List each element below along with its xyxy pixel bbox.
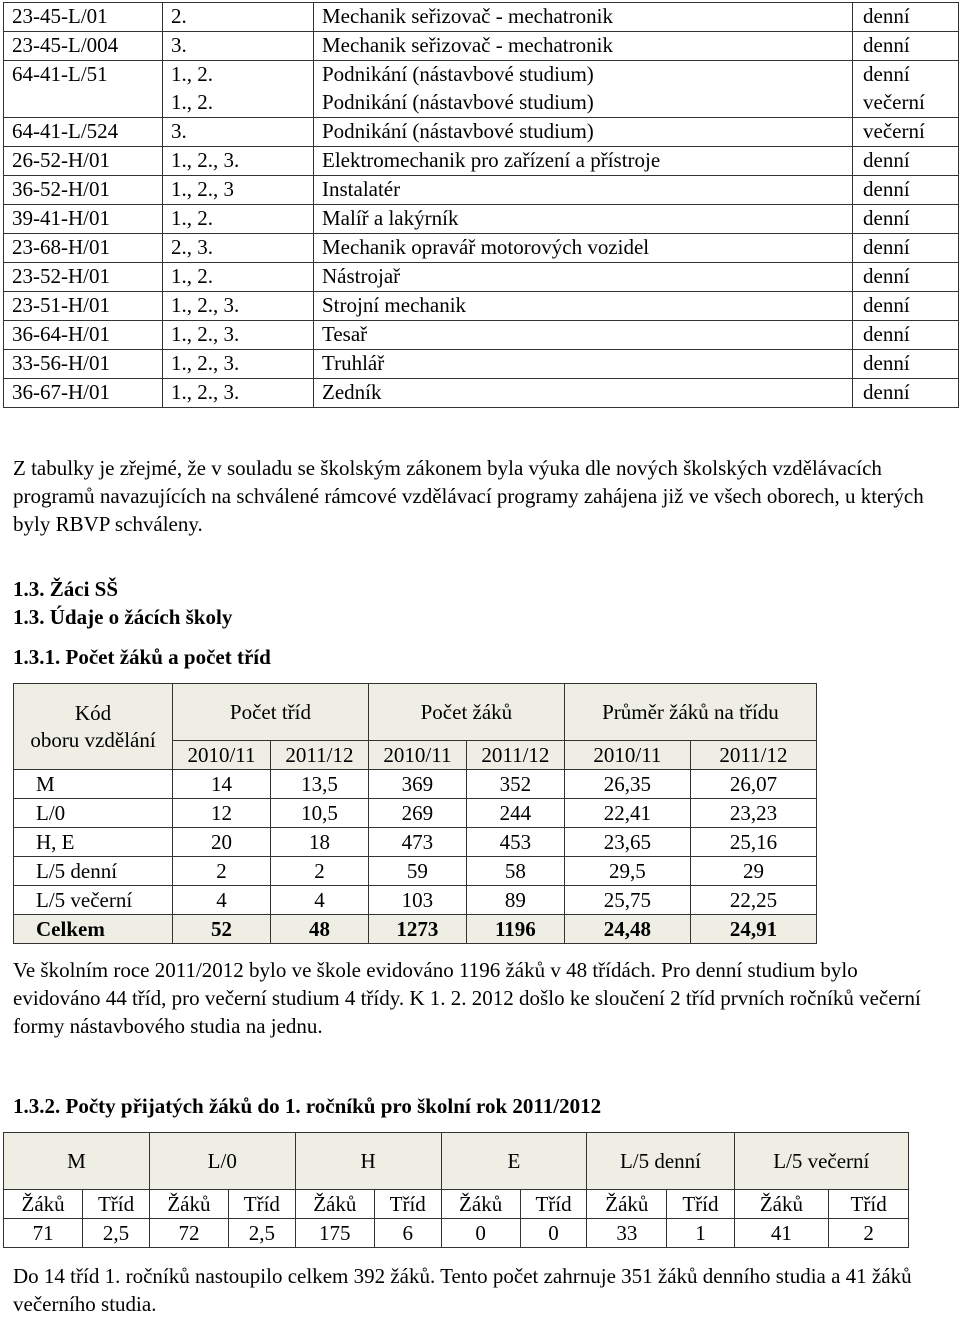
admitted-table-body: [4, 1133, 909, 1248]
year-cell: 2011/12: [690, 741, 816, 770]
field-form-line: denní: [863, 293, 910, 317]
field-code: 23-45-L/01: [4, 3, 163, 32]
field-row: [4, 3, 959, 32]
field-years: [163, 147, 314, 176]
fields-table: [3, 2, 959, 408]
subheader-cell: Tříd: [229, 1190, 296, 1219]
code-header-line2: oboru vzdělání: [30, 727, 156, 752]
row-label: L/5 denní: [14, 857, 173, 886]
subheader-cell: Žáků: [734, 1190, 829, 1219]
field-years: [163, 263, 314, 292]
field-form-line: denní: [863, 4, 910, 28]
field-years: [163, 292, 314, 321]
field-code: 64-41-L/51: [4, 61, 163, 118]
field-name: [314, 118, 853, 147]
field-row: [4, 234, 959, 263]
value-cell: 18: [270, 828, 368, 857]
class-count-table: [13, 683, 817, 944]
field-years-line: 3.: [171, 33, 187, 57]
admitted-table: [3, 1132, 909, 1248]
field-row: [4, 350, 959, 379]
field-form-line: večerní: [863, 119, 925, 143]
year-cell: 2010/11: [368, 741, 466, 770]
value-cell: 13,5: [270, 770, 368, 799]
value-cell: 25,75: [564, 886, 690, 915]
value-cell: 24,48: [564, 915, 690, 944]
field-years-line: 1., 2., 3.: [171, 293, 240, 317]
code-header-line1: Kód: [74, 700, 112, 725]
field-row: [4, 32, 959, 61]
heading-students: 1.3. Žáci SŠ: [13, 577, 119, 601]
field-form-line: večerní: [863, 90, 925, 114]
field-form: [853, 61, 959, 118]
value-cell: 20: [173, 828, 271, 857]
field-form-line: denní: [863, 351, 910, 375]
value-cell: 1196: [466, 915, 564, 944]
field-years-line: 1., 2.: [171, 264, 213, 288]
field-row: [4, 61, 959, 118]
subheader-cell: Žáků: [295, 1190, 374, 1219]
field-code: 39-41-H/01: [4, 205, 163, 234]
field-form-line: denní: [863, 33, 910, 57]
value-cell: 23,23: [690, 799, 816, 828]
value-cell: 71: [4, 1219, 83, 1248]
value-cell: 2,5: [83, 1219, 150, 1248]
field-code: 64-41-L/524: [4, 118, 163, 147]
values-row: [4, 1219, 909, 1248]
field-row: [4, 176, 959, 205]
value-cell: 103: [368, 886, 466, 915]
field-name-line: Strojní mechanik: [322, 293, 467, 317]
value-cell: 2: [270, 857, 368, 886]
subheader-cell: Tříd: [520, 1190, 587, 1219]
value-cell: 25,16: [690, 828, 816, 857]
value-cell: 89: [466, 886, 564, 915]
year-cell: 2011/12: [466, 741, 564, 770]
value-cell: 0: [441, 1219, 520, 1248]
value-cell: 2: [829, 1219, 909, 1248]
row-label: L/0: [14, 799, 173, 828]
field-years: [163, 176, 314, 205]
field-form: [853, 263, 959, 292]
category-header: L/0: [149, 1133, 295, 1190]
subheader-cell: Žáků: [587, 1190, 667, 1219]
field-form: [853, 118, 959, 147]
field-form-line: denní: [863, 62, 910, 86]
category-header: H: [295, 1133, 441, 1190]
field-form-line: denní: [863, 380, 910, 404]
field-name: [314, 350, 853, 379]
field-form-line: denní: [863, 235, 910, 259]
field-name: [314, 32, 853, 61]
field-row: [4, 263, 959, 292]
field-name: [314, 61, 853, 118]
category-header: M: [4, 1133, 150, 1190]
field-name-line: Malíř a lakýrník: [322, 206, 459, 230]
field-name-line: Mechanik opravář motorových vozidel: [322, 235, 650, 259]
field-years: [163, 61, 314, 118]
value-cell: 23,65: [564, 828, 690, 857]
field-name-line: Mechanik seřizovač - mechatronik: [322, 33, 613, 57]
value-cell: 175: [295, 1219, 374, 1248]
total-row: [14, 915, 817, 944]
value-cell: 269: [368, 799, 466, 828]
field-form-line: denní: [863, 206, 910, 230]
value-cell: 2,5: [229, 1219, 296, 1248]
value-cell: 10,5: [270, 799, 368, 828]
value-cell: 22,41: [564, 799, 690, 828]
field-name-line: Truhlář: [322, 351, 385, 375]
field-name: [314, 263, 853, 292]
field-form: [853, 147, 959, 176]
field-years-line: 1., 2., 3.: [171, 322, 240, 346]
heading-admitted: 1.3.2. Počty přijatých žáků do 1. ročníků pro školní rok 2011/2012: [13, 1094, 602, 1118]
field-code: 36-64-H/01: [4, 321, 163, 350]
field-years: [163, 321, 314, 350]
field-form: [853, 3, 959, 32]
field-name: [314, 176, 853, 205]
column-header-students: Počet žáků: [368, 684, 564, 741]
field-years-line: 1., 2.: [171, 62, 213, 86]
value-cell: 48: [270, 915, 368, 944]
value-cell: 26,35: [564, 770, 690, 799]
field-years: [163, 32, 314, 61]
row-label: Celkem: [14, 915, 173, 944]
year-cell: 2010/11: [173, 741, 271, 770]
subheader-cell: Žáků: [4, 1190, 83, 1219]
field-form: [853, 350, 959, 379]
field-name-line: Instalatér: [322, 177, 401, 201]
field-row: [4, 379, 959, 408]
field-years-line: 1., 2.: [171, 206, 213, 230]
subheader-cell: Tříd: [667, 1190, 734, 1219]
table-row: [14, 828, 817, 857]
field-name-line: Zedník: [322, 380, 382, 404]
field-years: [163, 234, 314, 263]
value-cell: 4: [270, 886, 368, 915]
value-cell: 6: [374, 1219, 441, 1248]
heading-class-counts: 1.3.1. Počet žáků a počet tříd: [13, 645, 271, 669]
field-years-line: 1., 2., 3.: [171, 351, 240, 375]
field-name: [314, 292, 853, 321]
field-form: [853, 292, 959, 321]
value-cell: 41: [734, 1219, 829, 1248]
value-cell: 72: [149, 1219, 228, 1248]
table-header-row: [14, 684, 817, 741]
value-cell: 1: [667, 1219, 734, 1248]
value-cell: 58: [466, 857, 564, 886]
field-code: 23-68-H/01: [4, 234, 163, 263]
value-cell: 29: [690, 857, 816, 886]
field-code: 23-52-H/01: [4, 263, 163, 292]
column-header-code: [14, 684, 173, 770]
column-header-average: Průměr žáků na třídu: [564, 684, 816, 741]
field-name: [314, 205, 853, 234]
field-code: 23-45-L/004: [4, 32, 163, 61]
row-label: H, E: [14, 828, 173, 857]
field-name-line: Nástrojař: [322, 264, 401, 288]
field-form: [853, 379, 959, 408]
table-row: [14, 886, 817, 915]
value-cell: 1273: [368, 915, 466, 944]
value-cell: 12: [173, 799, 271, 828]
value-cell: 0: [520, 1219, 587, 1248]
value-cell: 352: [466, 770, 564, 799]
field-years-line: 1., 2., 3.: [171, 148, 240, 172]
value-cell: 24,91: [690, 915, 816, 944]
field-name: [314, 379, 853, 408]
field-years: [163, 118, 314, 147]
value-cell: 59: [368, 857, 466, 886]
value-cell: 2: [173, 857, 271, 886]
year-cell: 2010/11: [564, 741, 690, 770]
field-name: [314, 3, 853, 32]
field-form-line: denní: [863, 264, 910, 288]
field-row: [4, 321, 959, 350]
field-name: [314, 147, 853, 176]
field-row: [4, 147, 959, 176]
field-form-line: denní: [863, 177, 910, 201]
field-form: [853, 176, 959, 205]
field-code: 36-67-H/01: [4, 379, 163, 408]
table-row: [14, 799, 817, 828]
field-code: 26-52-H/01: [4, 147, 163, 176]
field-form: [853, 234, 959, 263]
category-header: E: [441, 1133, 587, 1190]
subheader-cell: Tříd: [829, 1190, 909, 1219]
field-name-line: Mechanik seřizovač - mechatronik: [322, 4, 613, 28]
field-row: [4, 292, 959, 321]
field-form-line: denní: [863, 322, 910, 346]
value-cell: 26,07: [690, 770, 816, 799]
field-years: [163, 379, 314, 408]
field-row: [4, 118, 959, 147]
field-form: [853, 32, 959, 61]
field-name-line: Podnikání (nástavbové studium): [322, 62, 594, 86]
field-form: [853, 205, 959, 234]
value-cell: 52: [173, 915, 271, 944]
field-form: [853, 321, 959, 350]
year-cell: 2011/12: [270, 741, 368, 770]
paragraph-rvp-note: Z tabulky je zřejmé, že v souladu se školským zákonem byla výuka dle nových školských vzdělávacích programů navazujících na schválené rámcové vzdělávací programy zahájena již ve všech oborech, u kterých byly RBVP schváleny.: [13, 456, 924, 536]
field-name-line: Tesař: [322, 322, 368, 346]
subheader-cell: Tříd: [83, 1190, 150, 1219]
column-header-classes: Počet tříd: [173, 684, 369, 741]
value-cell: 244: [466, 799, 564, 828]
row-label: M: [14, 770, 173, 799]
value-cell: 22,25: [690, 886, 816, 915]
field-years: [163, 3, 314, 32]
subheader-cell: Žáků: [149, 1190, 228, 1219]
value-cell: 33: [587, 1219, 667, 1248]
field-years-line: 2.: [171, 4, 187, 28]
value-cell: 453: [466, 828, 564, 857]
subheader-cell: Žáků: [441, 1190, 520, 1219]
subheader-cell: Tříd: [374, 1190, 441, 1219]
value-cell: 369: [368, 770, 466, 799]
field-name-line: Podnikání (nástavbové studium): [322, 90, 594, 114]
category-header: L/5 večerní: [734, 1133, 908, 1190]
field-years-line: 1., 2., 3.: [171, 380, 240, 404]
field-name-line: Podnikání (nástavbové studium): [322, 119, 594, 143]
field-years-line: 2., 3.: [171, 235, 213, 259]
table-row: [14, 857, 817, 886]
value-cell: 29,5: [564, 857, 690, 886]
field-years-line: 1., 2., 3: [171, 177, 234, 201]
category-row: [4, 1133, 909, 1190]
field-name: [314, 234, 853, 263]
heading-student-data: 1.3. Údaje o žácích školy: [13, 605, 233, 629]
subheader-row: [4, 1190, 909, 1219]
field-code: 36-52-H/01: [4, 176, 163, 205]
category-header: L/5 denní: [587, 1133, 734, 1190]
paragraph-class-summary: Ve školním roce 2011/2012 bylo ve škole evidováno 1196 žáků v 48 třídách. Pro denní studium bylo evidováno 44 tříd, pro večerní studium 4 třídy. K 1. 2. 2012 došlo ke sloučení 2 tříd prvních ročníků večerní formy nástavbového studia na jednu.: [13, 958, 921, 1038]
field-name: [314, 321, 853, 350]
field-name-line: Elektromechanik pro zařízení a přístroje: [322, 148, 661, 172]
value-cell: 473: [368, 828, 466, 857]
field-years-line: 1., 2.: [171, 90, 213, 114]
value-cell: 14: [173, 770, 271, 799]
value-cell: 4: [173, 886, 271, 915]
field-years: [163, 205, 314, 234]
field-row: [4, 205, 959, 234]
field-years-line: 3.: [171, 119, 187, 143]
table-row: [14, 770, 817, 799]
field-form-line: denní: [863, 148, 910, 172]
fields-table-body: [4, 3, 959, 408]
field-years: [163, 350, 314, 379]
field-code: 23-51-H/01: [4, 292, 163, 321]
paragraph-admitted-summary: Do 14 tříd 1. ročníků nastoupilo celkem 392 žáků. Tento počet zahrnuje 351 žáků denního studia a 41 žáků večerního studia.: [13, 1264, 912, 1316]
class-count-body: [14, 770, 817, 944]
field-code: 33-56-H/01: [4, 350, 163, 379]
row-label: L/5 večerní: [14, 886, 173, 915]
